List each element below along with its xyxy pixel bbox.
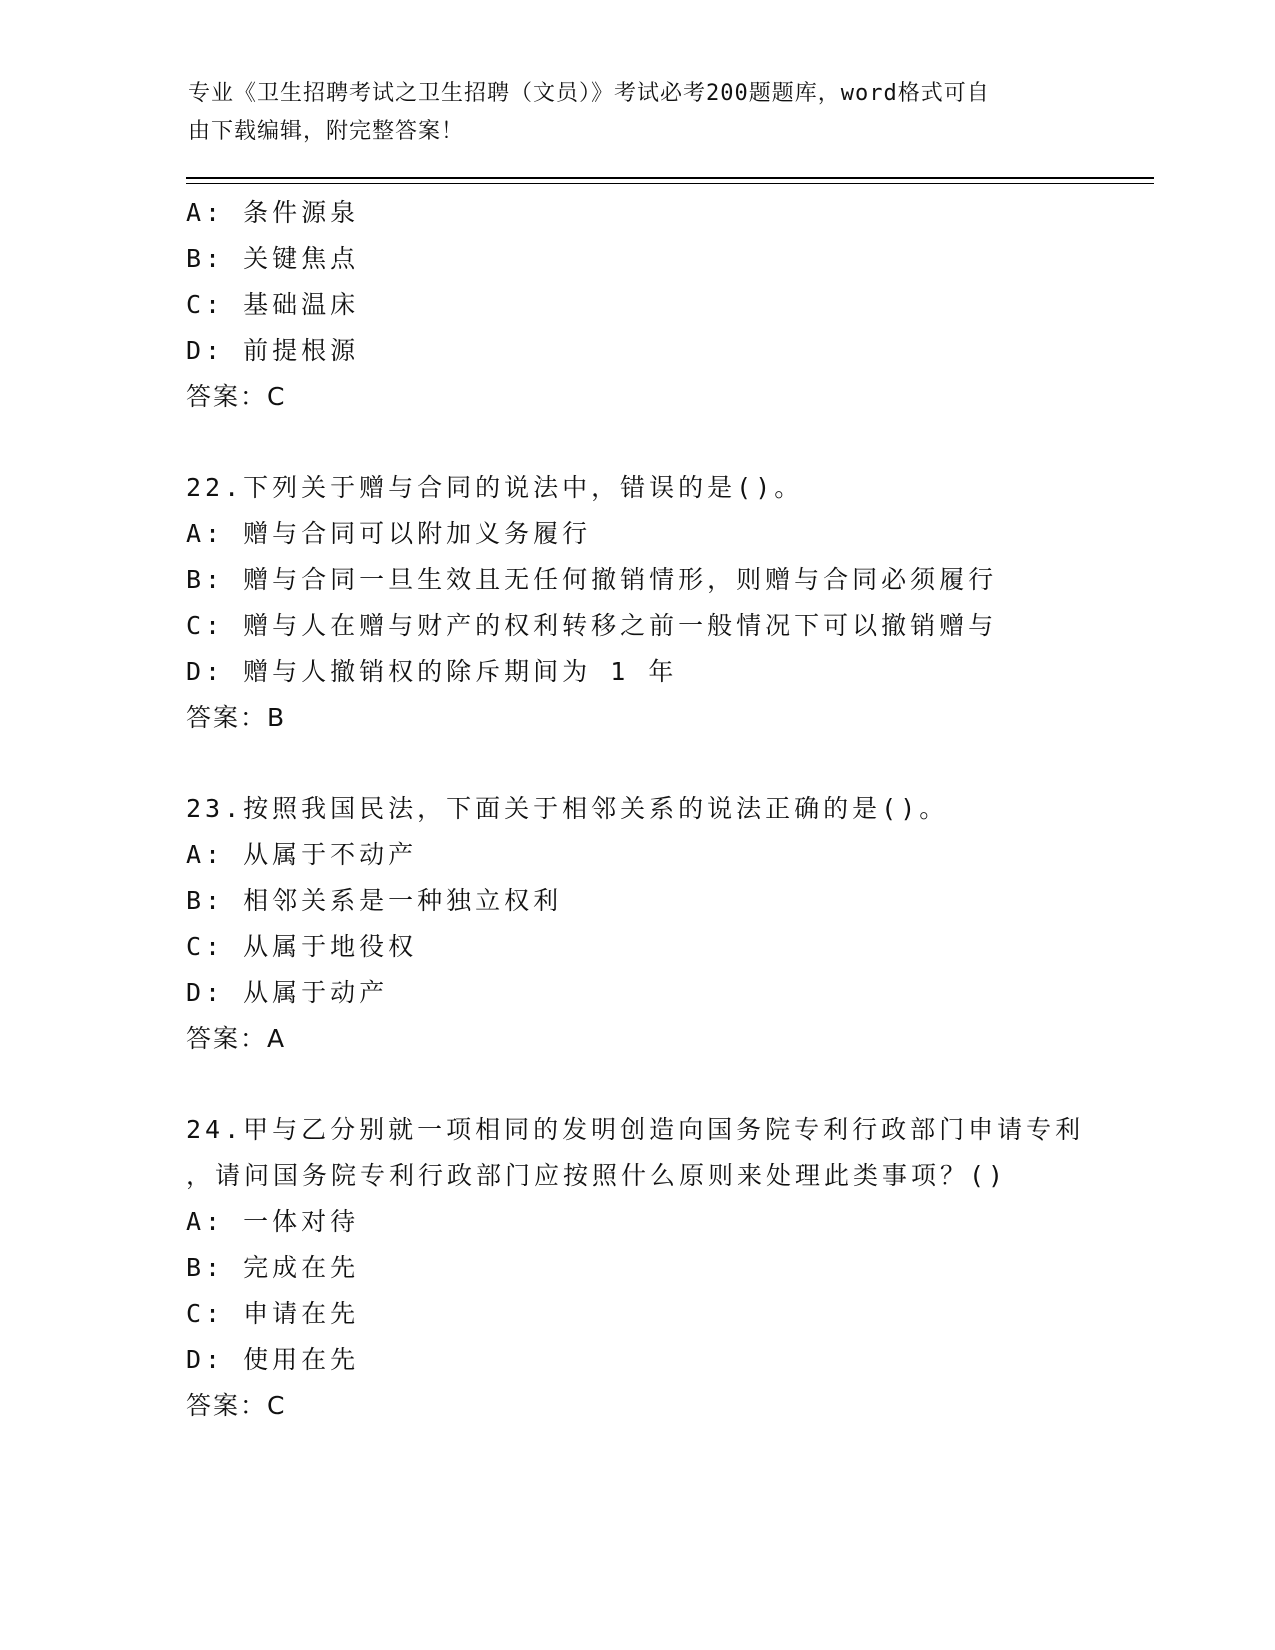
option-d	[186, 649, 1086, 695]
question-block-21	[186, 190, 1086, 420]
spacer	[186, 420, 1086, 465]
option-c	[186, 282, 1086, 328]
question-list	[186, 190, 1086, 1429]
header-line-1: 专业《卫生招聘考试之卫生招聘（文员）》考试必考200题题库，word格式可自	[188, 81, 990, 106]
header-rule-thick	[186, 177, 1154, 179]
option-label: D:	[186, 1345, 225, 1374]
question-block-24	[186, 1107, 1086, 1429]
question-text: 23.按照我国民法，下面关于相邻关系的说法正确的是()。	[186, 794, 949, 823]
option-b	[186, 878, 1086, 924]
option-label: A:	[186, 1207, 225, 1236]
header-line-2: 由下载编辑，附完整答案！	[188, 119, 465, 144]
option-label: B:	[186, 565, 225, 594]
option-a	[186, 190, 1086, 236]
option-text: 条件源泉	[243, 198, 360, 227]
option-text: 申请在先	[243, 1299, 360, 1328]
option-text: 赠与人在赠与财产的权利转移之前一般情况下可以撤销赠与	[243, 611, 998, 640]
option-label: C:	[186, 290, 225, 319]
answer-line: 答案：B	[186, 703, 287, 732]
spacer	[186, 1062, 1086, 1107]
option-label: A:	[186, 840, 225, 869]
option-a	[186, 832, 1086, 878]
option-c	[186, 924, 1086, 970]
option-label: D:	[186, 978, 225, 1007]
answer-line: 答案：A	[186, 1024, 287, 1053]
option-label: B:	[186, 886, 225, 915]
option-text: 使用在先	[243, 1345, 360, 1374]
option-text: 从属于动产	[243, 978, 389, 1007]
question-block-23	[186, 786, 1086, 1062]
option-b	[186, 236, 1086, 282]
answer-line: 答案：C	[186, 382, 287, 411]
option-d	[186, 1337, 1086, 1383]
option-b	[186, 557, 1086, 603]
option-text: 相邻关系是一种独立权利	[243, 886, 563, 915]
option-label: B:	[186, 244, 225, 273]
option-label: C:	[186, 1299, 225, 1328]
option-text: 赠与合同可以附加义务履行	[243, 519, 592, 548]
question-block-22	[186, 465, 1086, 741]
spacer	[186, 741, 1086, 786]
answer-line: 答案：C	[186, 1391, 287, 1420]
header-rule-thin	[186, 183, 1154, 184]
option-label: D:	[186, 336, 225, 365]
question-text: 22.下列关于赠与合同的说法中，错误的是()。	[186, 473, 804, 502]
option-text: 前提根源	[243, 336, 360, 365]
option-text: 赠与人撤销权的除斥期间为 1 年	[243, 657, 678, 686]
option-label: A:	[186, 198, 225, 227]
option-a	[186, 1199, 1086, 1245]
option-text: 赠与合同一旦生效且无任何撤销情形，则赠与合同必须履行	[243, 565, 998, 594]
option-text: 从属于地役权	[243, 932, 418, 961]
document-header	[188, 75, 1068, 151]
option-b	[186, 1245, 1086, 1291]
option-label: A:	[186, 519, 225, 548]
option-a	[186, 511, 1086, 557]
option-d	[186, 970, 1086, 1016]
option-text: 一体对待	[243, 1207, 360, 1236]
option-text: 从属于不动产	[243, 840, 418, 869]
option-c	[186, 1291, 1086, 1337]
question-text-line-1: 24.甲与乙分别就一项相同的发明创造向国务院专利行政部门申请专利	[186, 1115, 1085, 1144]
option-text: 完成在先	[243, 1253, 360, 1282]
option-label: C:	[186, 932, 225, 961]
option-d	[186, 328, 1086, 374]
option-label: D:	[186, 657, 225, 686]
option-text: 基础温床	[243, 290, 360, 319]
option-label: B:	[186, 1253, 225, 1282]
option-c	[186, 603, 1086, 649]
option-text: 关键焦点	[243, 244, 360, 273]
question-text-line-2: ，请问国务院专利行政部门应按照什么原则来处理此类事项？()	[186, 1161, 1008, 1190]
option-label: C:	[186, 611, 225, 640]
